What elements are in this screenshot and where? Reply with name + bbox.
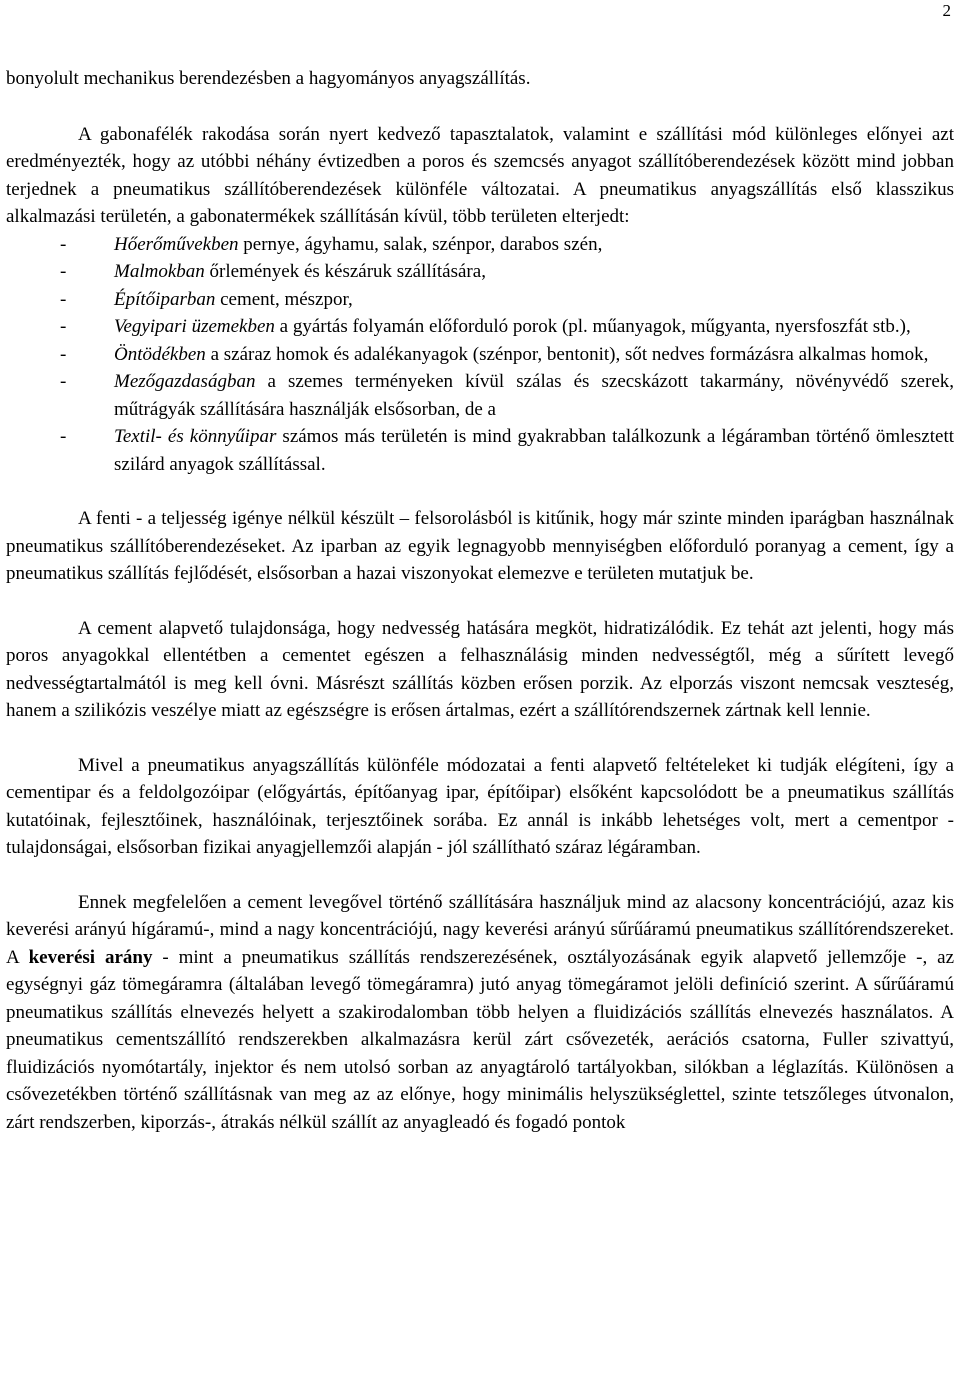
list-item-term: Öntödékben [114, 343, 206, 365]
list-item [6, 313, 954, 341]
document-body [6, 65, 954, 1136]
list-dash: - [60, 426, 67, 447]
list-item-term: Építőiparban [114, 288, 216, 310]
list-item-term: Vegyipari üzemekben [114, 316, 275, 337]
list-item [6, 341, 954, 369]
list-item [6, 258, 954, 286]
list-item [6, 286, 954, 314]
paragraph-4: Mivel a pneumatikus anyagszállítás különféle módozatai a fenti alapvető feltételeket ki tudják elégíteni, így a cementipar és a feldolgozóipar (előgyártás, építőanyag ipar, építőipar) elsőként kapcsolódott be a pneumatikus szállítás kutatóinak, fejlesztőinek, használóinak, terjesztőinek sorába. Ez annál is inkább lehetséges volt, mert a cementpor - tulajdonságai, elsősorban fizikai anyagjellemzői alapján - jól szállítható száraz légáramban. [6, 754, 954, 858]
list-dash: - [60, 288, 67, 310]
list-item-text: őrlemények és készáruk szállítására, [204, 261, 486, 282]
list-item-text: a szemes terményeken kívül szálas és szecskázott takarmány, növényvédő szerek, műtrágyák szállítására használják elsősorban, de a [114, 371, 954, 420]
application-list [6, 231, 954, 479]
list-item [6, 423, 954, 478]
list-item-term: Textil- és könnyűipar [114, 426, 277, 447]
list-dash: - [60, 316, 67, 337]
list-item-term: Malmokban [114, 261, 205, 282]
document-page [6, 0, 954, 1384]
list-item-term: Mezőgazdaságban [114, 371, 256, 392]
paragraph-5-text-cont: - mint a pneumatikus szállítás rendszerezésének, osztályozásának egyik alapvető jellemzője -, az egységnyi gáz tömegáramra (általában levegő tömegáramra) jutó anyag tömegáramot jelöli definíció szerint. A sűrűáramú pneumatikus szállítás elnevezés helyett a szakirodalomban több helyen a fluidizációs szállítás elnevezés használatos. A pneumatikus cementszállító rendszerekben alkalmazásra kerül zárt csővezeték, aerációs csatorna, Fuller szivattyú, fluidizációs nyomótartály, injektor és nem utolsó sorban az anyagtároló tartályokban, silókban a léglazítás. Különösen a csővezetékben történő szállításnak van meg az az előnye, hogy minimális helyszükséglettel, szinte tetszőleges útvonalon, zárt rendszerben, kiporzás-, átrakás nélkül szállít az anyagleadó és fogadó pontok [6, 946, 954, 1133]
list-item [6, 231, 954, 259]
keverési-arány-term: keverési arány [28, 946, 153, 968]
paragraph-1: A gabonafélék rakodása során nyert kedvező tapasztalatok, valamint e szállítási mód különleges előnyei azt eredményezték, hogy az utóbbi néhány évtizedben a poros és szemcsés anyagot szállítóberendezések között mind jobban terjednek a pneumatikus szállítóberendezések különféle változatai. A pneumatikus anyagszállítás első klasszikus alkalmazási területén, a gabonatermékek szállításán kívül, több területen elterjedt: [6, 123, 954, 227]
paragraph-5 [6, 889, 954, 1137]
list-item-text: cement, mészpor, [215, 288, 353, 310]
list-item-text: számos más területén is mind gyakrabban találkozunk a légáramban történő ömlesztett szilárd anyagok szállítással. [114, 426, 954, 475]
list-item-text: a száraz homok és adalékanyagok (szénpor, bentonit), sőt nedves formázásra alkalmas homok, [205, 343, 929, 365]
list-dash: - [60, 233, 67, 255]
list-item [6, 368, 954, 423]
list-dash: - [60, 371, 67, 392]
paragraph-3: A cement alapvető tulajdonsága, hogy nedvesség hatására megköt, hidratizálódik. Ez tehát azt jelenti, hogy más poros anyagokkal ellentétben a cementet egészen a felhasználásig minden nedvességtől, még a sűrített levegő nedvességtartalmától is meg kell óvni. Másrészt szállítás közben erősen porzik. Az elporzás viszont nemcsak veszteség, hanem a szilikózis veszélye miatt az egészségre is erősen ártalmas, ezért a szállítórendszernek zártnak kell lennie. [6, 617, 954, 721]
list-item-text: a gyártás folyamán előforduló porok (pl. műanyagok, műgyanta, nyersfoszfát stb.), [274, 316, 911, 337]
list-dash: - [60, 261, 67, 282]
list-dash: - [60, 343, 67, 365]
page-number: 2 [942, 1, 951, 20]
paragraph-2: A fenti - a teljesség igénye nélkül készült – felsorolásból is kitűnik, hogy már szinte minden iparágban használnak pneumatikus szállítóberendezéseket. Az iparban az egyik legnagyobb mennyiségben előforduló poranyag a cement, így a pneumatikus szállítás fejlődését, elsősorban a hazai viszonyokat elemezve e területen mutatjuk be. [6, 508, 954, 584]
paragraph-5-text: Ennek megfelelően a cement levegővel történő szállítására használjuk mind az alacsony koncentrációjú, azaz kis keverési arányú hígáramú-, mind a nagy koncentrációjú, nagy keverési arányú sűrűáramú pneumatikus szállítórendszereket. A [6, 891, 954, 968]
list-item-text: pernye, ágyhamu, salak, szénpor, darabos szén, [238, 233, 603, 255]
list-item-term: Hőerőművekben [114, 233, 239, 255]
continuation-line: bonyolult mechanikus berendezésben a hagyományos anyagszállítás. [6, 68, 531, 89]
